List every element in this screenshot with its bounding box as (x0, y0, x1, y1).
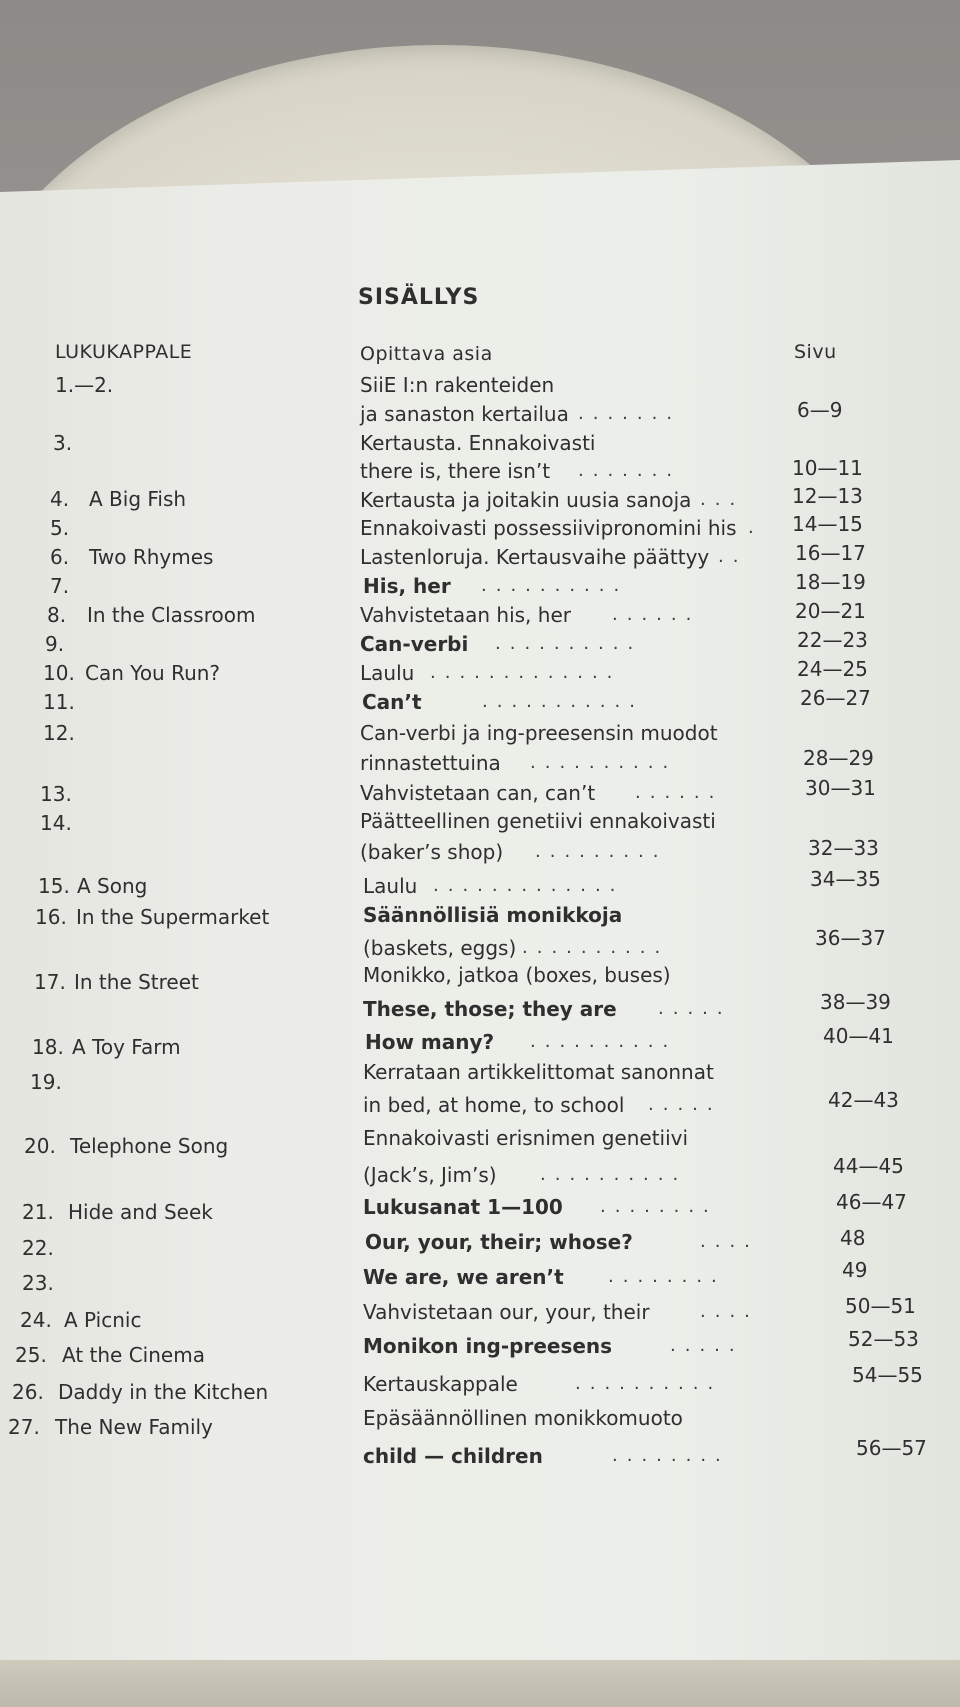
lesson-number: 5. (50, 516, 70, 540)
topic-line: there is, there isn’t (360, 459, 551, 483)
leader-dots: .......... (530, 752, 678, 773)
leader-dots: .. (718, 546, 748, 567)
lesson-number: 10. (43, 661, 75, 685)
topic-line: Vahvistetaan our, your, their (363, 1300, 650, 1324)
topic-line: (baker’s shop) (360, 840, 504, 864)
topic-line: Ennakoivasti possessiivipronomini his (360, 516, 737, 540)
lesson-number: 6. (50, 545, 70, 569)
leader-dots: ........ (612, 1445, 730, 1466)
topic-line: Kertausta ja joitakin uusia sanoja (360, 488, 692, 512)
lesson-number: 1.—2. (55, 373, 114, 397)
lesson-name: At the Cinema (62, 1343, 205, 1367)
page-range: 40—41 (823, 1024, 894, 1048)
lesson-name: In the Street (74, 970, 199, 994)
page-range: 24—25 (797, 657, 868, 681)
lesson-name: The New Family (55, 1415, 213, 1439)
page-range: 48 (840, 1226, 866, 1250)
lesson-number: 17. (34, 970, 66, 994)
page-range: 20—21 (795, 599, 866, 623)
leader-dots: ...... (635, 782, 724, 803)
topic-line: child — children (363, 1444, 543, 1468)
leader-dots: ... (700, 489, 745, 510)
lesson-number: 25. (15, 1343, 47, 1367)
topic-line: Säännöllisiä monikkoja (363, 903, 623, 927)
lesson-name: Telephone Song (70, 1134, 229, 1158)
lesson-number: 26. (12, 1380, 44, 1404)
leader-dots: .......... (540, 1164, 688, 1185)
page-range: 38—39 (820, 990, 891, 1014)
lesson-name: A Big Fish (89, 487, 187, 511)
leader-dots: ........ (600, 1196, 718, 1217)
lesson-number: 7. (50, 574, 70, 598)
page-title: SISÄLLYS (358, 285, 480, 310)
leader-dots: ..... (670, 1335, 744, 1356)
lesson-name: Can You Run? (85, 661, 221, 685)
lesson-number: 20. (24, 1134, 56, 1158)
lesson-name: In the Supermarket (76, 905, 270, 929)
topic-line: Lastenloruja. Kertausvaihe päättyy (360, 545, 710, 569)
page-range: 12—13 (792, 484, 863, 508)
leader-dots: . (748, 517, 763, 538)
topic-line: These, those; they are (363, 997, 617, 1021)
leader-dots: .... (700, 1231, 759, 1252)
page-range: 50—51 (845, 1294, 916, 1318)
topic-line: SiiE I:n rakenteiden (360, 373, 555, 397)
header-page: Sivu (794, 341, 837, 363)
topic-line: Can-verbi (360, 632, 469, 656)
topic-line: We are, we aren’t (363, 1265, 564, 1289)
lesson-number: 19. (30, 1070, 62, 1094)
lesson-name: A Picnic (64, 1308, 142, 1332)
lesson-number: 3. (53, 431, 73, 455)
page-range: 6—9 (797, 398, 843, 422)
topic-line: Lukusanat 1—100 (363, 1195, 563, 1219)
lesson-number: 8. (47, 603, 67, 627)
topic-line: Kertauskappale (363, 1372, 518, 1396)
leader-dots: ...... (612, 604, 701, 625)
lesson-number: 11. (43, 690, 75, 714)
topic-line: rinnastettuina (360, 751, 501, 775)
lesson-name: A Song (77, 874, 148, 898)
lesson-number: 13. (40, 782, 72, 806)
lesson-name: Two Rhymes (89, 545, 214, 569)
lesson-number: 12. (43, 721, 75, 745)
leader-dots: .......... (481, 575, 629, 596)
topic-line: Can-verbi ja ing-preesensin muodot (360, 721, 718, 745)
lesson-name: In the Classroom (87, 603, 256, 627)
page-range: 32—33 (808, 836, 879, 860)
lesson-name: Daddy in the Kitchen (58, 1380, 269, 1404)
topic-line: Päätteellinen genetiivi ennakoivasti (360, 809, 716, 833)
leader-dots: ............. (430, 662, 622, 683)
leader-dots: ......... (535, 841, 668, 862)
topic-line: How many? (365, 1030, 495, 1054)
lesson-number: 23. (22, 1271, 54, 1295)
leader-dots: ............. (433, 875, 625, 896)
header-lesson: LUKUKAPPALE (55, 341, 193, 363)
page-range: 22—23 (797, 628, 868, 652)
lesson-name: Hide and Seek (68, 1200, 213, 1224)
lesson-number: 21. (22, 1200, 54, 1224)
topic-line: (Jack’s, Jim’s) (363, 1163, 497, 1187)
lesson-name: A Toy Farm (72, 1035, 181, 1059)
topic-line: Monikon ing-preesens (363, 1334, 613, 1358)
topic-line: Laulu (360, 661, 415, 685)
topic-line: Monikko, jatkoa (boxes, buses) (363, 963, 671, 987)
topic-line: Kertausta. Ennakoivasti (360, 431, 596, 455)
lesson-number: 15. (38, 874, 70, 898)
leader-dots: .... (700, 1301, 759, 1322)
topic-line: His, her (363, 574, 451, 598)
leader-dots: ........... (482, 691, 644, 712)
leader-dots: ....... (578, 403, 682, 424)
page-range: 36—37 (815, 926, 886, 950)
page-range: 26—27 (800, 686, 871, 710)
topic-line: Can’t (362, 690, 422, 714)
page-range: 16—17 (795, 541, 866, 565)
leader-dots: .......... (575, 1373, 723, 1394)
topic-line: ja sanaston kertailua (360, 402, 569, 426)
topic-line: in bed, at home, to school (363, 1093, 625, 1117)
page-range: 42—43 (828, 1088, 899, 1112)
page-range: 54—55 (852, 1363, 923, 1387)
topic-line: Our, your, their; whose? (365, 1230, 633, 1254)
page-range: 44—45 (833, 1154, 904, 1178)
lesson-number: 16. (35, 905, 67, 929)
page-range: 49 (842, 1258, 868, 1282)
leader-dots: ..... (658, 998, 732, 1019)
page-range: 52—53 (848, 1327, 919, 1351)
page-range: 18—19 (795, 570, 866, 594)
topic-line: Ennakoivasti erisnimen genetiivi (363, 1126, 689, 1150)
topic-line: Epäsäännöllinen monikkomuoto (363, 1406, 683, 1430)
page-range: 46—47 (836, 1190, 907, 1214)
leader-dots: ........ (608, 1266, 726, 1287)
leader-dots: .......... (495, 633, 643, 654)
topic-line: Laulu (363, 874, 418, 898)
header-topic: Opittava asia (360, 343, 493, 365)
topic-line: Vahvistetaan his, her (360, 603, 571, 627)
page-range: 14—15 (792, 512, 863, 536)
topic-line: Vahvistetaan can, can’t (360, 781, 596, 805)
leader-dots: ....... (578, 460, 682, 481)
page-range: 56—57 (856, 1436, 927, 1460)
lesson-number: 27. (8, 1415, 40, 1439)
lesson-number: 14. (40, 811, 72, 835)
lesson-number: 22. (22, 1236, 54, 1260)
lesson-number: 18. (32, 1035, 64, 1059)
lesson-number: 4. (50, 487, 70, 511)
leader-dots: .......... (530, 1031, 678, 1052)
lesson-number: 24. (20, 1308, 52, 1332)
leader-dots: .......... (522, 937, 670, 958)
page-range: 30—31 (805, 776, 876, 800)
page-range: 34—35 (810, 867, 881, 891)
leader-dots: ..... (648, 1094, 722, 1115)
lesson-number: 9. (45, 632, 65, 656)
page-range: 28—29 (803, 746, 874, 770)
topic-line: (baskets, eggs) (363, 936, 517, 960)
page-range: 10—11 (792, 456, 863, 480)
topic-line: Kerrataan artikkelittomat sanonnat (363, 1060, 714, 1084)
